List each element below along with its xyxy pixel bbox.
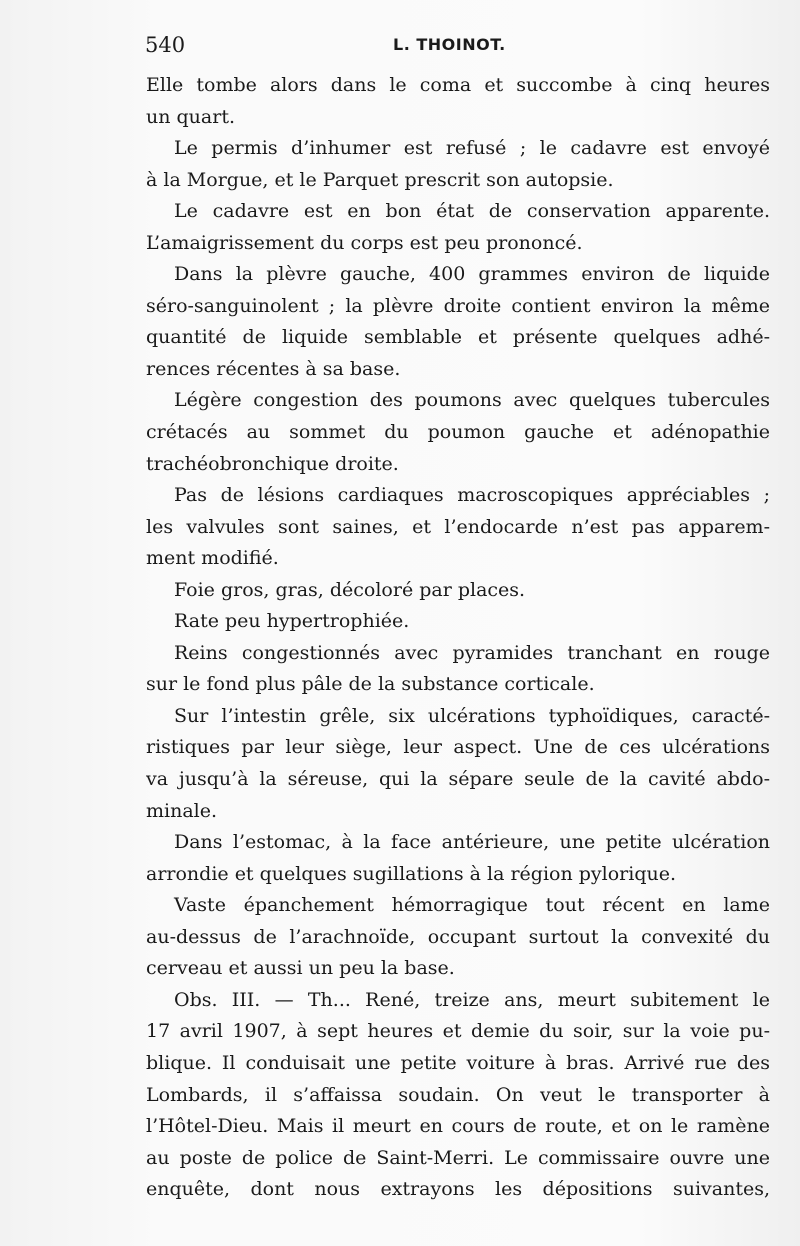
text-line: Le cadavre est en bon état de conservation apparente. bbox=[174, 200, 770, 223]
text-line: cerveau et aussi un peu la base. bbox=[146, 957, 455, 980]
text-line: Foie gros, gras, décoloré par places. bbox=[174, 578, 526, 601]
page-header bbox=[145, 33, 765, 63]
text-line: L’amaigrissement du corps est peu prononcé. bbox=[146, 231, 583, 254]
text-line: Elle tombe alors dans le coma et succombe à cinq heures bbox=[146, 74, 770, 96]
text-line: va jusqu’à la séreuse, qui la sépare seule de la cavité abdo- bbox=[146, 768, 770, 791]
running-head: L. THOINOT. bbox=[393, 35, 506, 54]
text-line: Sur l’intestin grêle, six ulcérations typhoïdiques, caracté- bbox=[174, 704, 770, 727]
body-text bbox=[146, 70, 770, 1206]
text-line: Le permis d’inhumer est refusé ; le cadavre est envoyé bbox=[174, 137, 770, 160]
text-line: à la Morgue, et le Parquet prescrit son autopsie. bbox=[146, 168, 614, 191]
text-line: Lombards, il s’affaissa soudain. On veut le transporter à bbox=[146, 1083, 770, 1106]
text-line: Obs. III. — Th... René, treize ans, meurt subitement le bbox=[174, 988, 770, 1011]
text-line: Reins congestionnés avec pyramides tranchant en rouge bbox=[174, 641, 770, 664]
text-line: trachéobronchique droite. bbox=[146, 452, 399, 475]
text-line: Rate peu hypertrophiée. bbox=[174, 610, 410, 633]
text-line: ristiques par leur siège, leur aspect. Une de ces ulcérations bbox=[146, 736, 770, 759]
text-line: rences récentes à sa base. bbox=[146, 357, 401, 380]
text-line: séro-sanguinolent ; la plèvre droite contient environ la même bbox=[146, 294, 770, 317]
text-line: Dans l’estomac, à la face antérieure, une petite ulcération bbox=[174, 831, 770, 854]
text-line: blique. Il conduisait une petite voiture à bras. Arrivé rue des bbox=[146, 1051, 770, 1074]
text-line: ment modifié. bbox=[146, 547, 279, 570]
text-line: minale. bbox=[146, 799, 218, 822]
page-number: 540 bbox=[145, 33, 186, 57]
text-line: enquête, dont nous extrayons les dépositions suivantes, bbox=[146, 1178, 770, 1201]
text-line: les valvules sont saines, et l’endocarde n’est pas apparem- bbox=[146, 515, 770, 538]
text-line: quantité de liquide semblable et présente quelques adhé- bbox=[146, 326, 770, 349]
text-line: Vaste épanchement hémorragique tout récent en lame bbox=[174, 894, 770, 917]
text-line: crétacés au sommet du poumon gauche et adénopathie bbox=[146, 421, 770, 444]
text-line: sur le fond plus pâle de la substance corticale. bbox=[146, 673, 595, 696]
text-line: au-dessus de l’arachnoïde, occupant surtout la convexité du bbox=[146, 925, 770, 948]
text-line: Pas de lésions cardiaques macroscopiques appréciables ; bbox=[174, 484, 770, 507]
text-line: 17 avril 1907, à sept heures et demie du soir, sur la voie pu- bbox=[146, 1020, 770, 1043]
text-line: Dans la plèvre gauche, 400 grammes environ de liquide bbox=[174, 263, 770, 286]
text-line: au poste de police de Saint-Merri. Le commissaire ouvre une bbox=[146, 1146, 770, 1169]
text-line: Légère congestion des poumons avec quelques tubercules bbox=[174, 389, 770, 412]
text-line: l’Hôtel-Dieu. Mais il meurt en cours de route, et on le ramène bbox=[146, 1115, 770, 1138]
text-line: un quart. bbox=[146, 105, 235, 128]
text-line: arrondie et quelques sugillations à la région pylorique. bbox=[146, 862, 676, 885]
